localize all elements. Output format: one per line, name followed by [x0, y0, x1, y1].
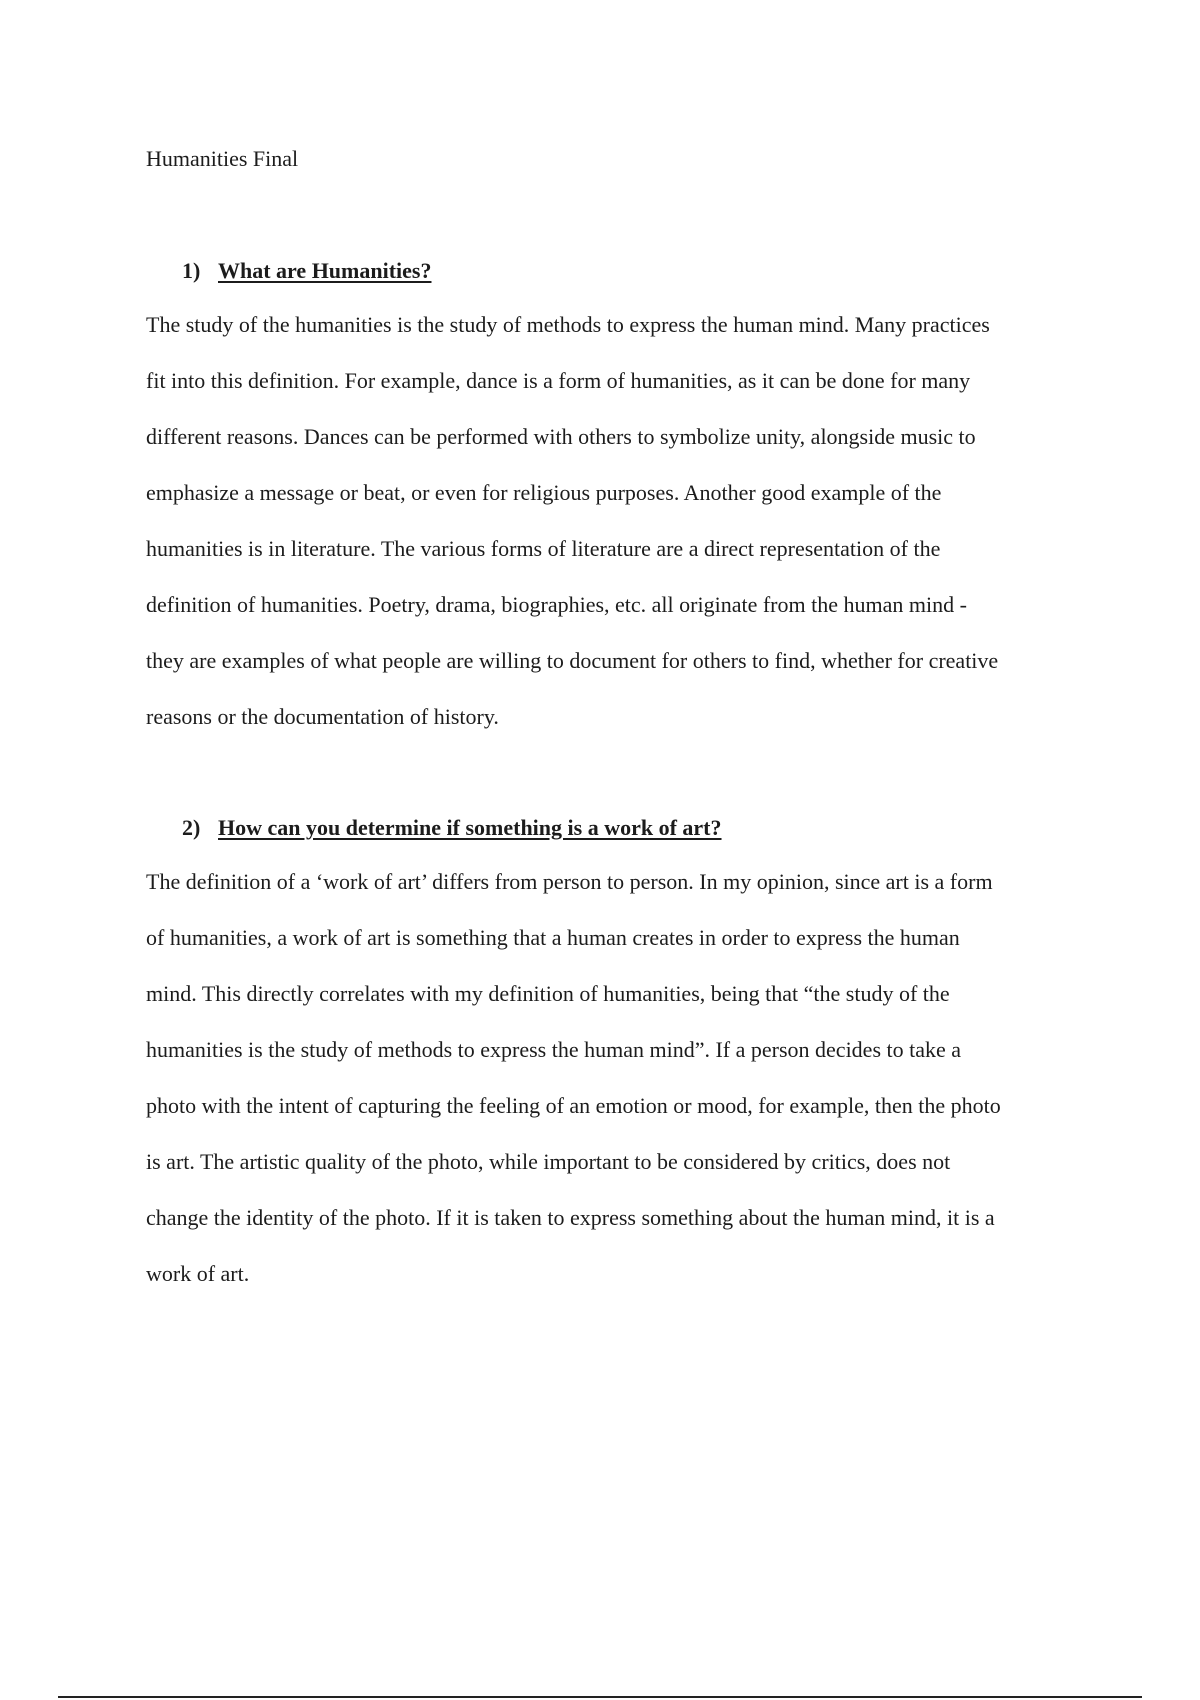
paragraph-line: humanities is in literature. The various forms of literature are a direct representation of the	[146, 536, 941, 561]
paragraph-line: photo with the intent of capturing the feeling of an emotion or mood, for example, then the photo	[146, 1093, 1001, 1118]
question-number: 1)	[182, 258, 201, 283]
paragraph-line: work of art.	[146, 1261, 250, 1286]
paragraph-line: change the identity of the photo. If it is taken to express something about the human mind, it is a	[146, 1205, 995, 1230]
question-heading-2	[182, 813, 722, 843]
page-bottom-divider	[58, 1696, 1142, 1698]
paragraph-line: different reasons. Dances can be performed with others to symbolize unity, alongside music to	[146, 424, 976, 449]
question-text: What are Humanities?	[218, 258, 432, 283]
paragraph-line: fit into this definition. For example, dance is a form of humanities, as it can be done for many	[146, 368, 971, 393]
paragraph-line: humanities is the study of methods to express the human mind”. If a person decides to take a	[146, 1037, 962, 1062]
answer-paragraph-1	[146, 310, 1086, 758]
question-heading-1	[182, 256, 431, 286]
paragraph-line: they are examples of what people are willing to document for others to find, whether for creative	[146, 648, 999, 673]
paragraph-line: The study of the humanities is the study of methods to express the human mind. Many practices	[146, 312, 990, 337]
paragraph-line: reasons or the documentation of history.	[146, 704, 499, 729]
paragraph-line: emphasize a message or beat, or even for religious purposes. Another good example of the	[146, 480, 942, 505]
paragraph-line: is art. The artistic quality of the photo, while important to be considered by critics, does not	[146, 1149, 951, 1174]
question-text: How can you determine if something is a work of art?	[218, 815, 722, 840]
question-number: 2)	[182, 815, 201, 840]
paragraph-line: mind. This directly correlates with my definition of humanities, being that “the study of the	[146, 981, 950, 1006]
paragraph-line: of humanities, a work of art is something that a human creates in order to express the human	[146, 925, 960, 950]
paragraph-line: The definition of a ‘work of art’ differs from person to person. In my opinion, since art is a form	[146, 869, 993, 894]
paragraph-line: definition of humanities. Poetry, drama, biographies, etc. all originate from the human mind -	[146, 592, 967, 617]
answer-paragraph-2	[146, 867, 1086, 1315]
document-title: Humanities Final	[146, 146, 299, 171]
